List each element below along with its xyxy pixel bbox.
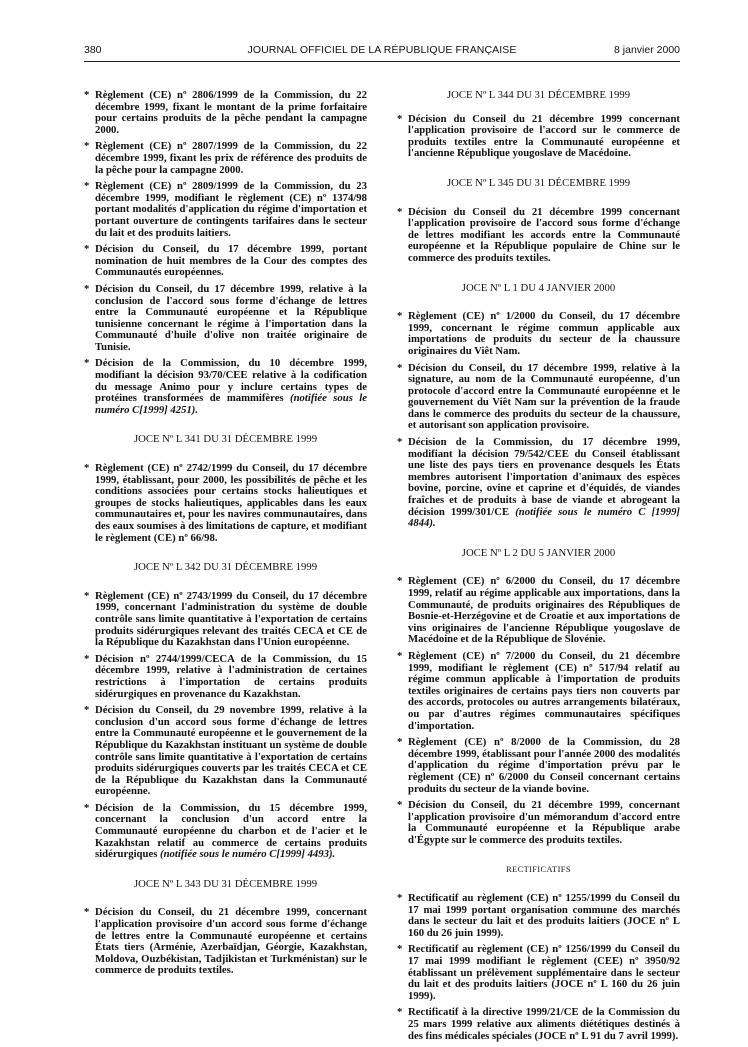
bullet-star: * [397, 436, 403, 449]
entry-text: Décision du Conseil, du 29 novembre 1999, relative à la conclusion d'un accord sous forme d'échange de lettres entre la Communauté européenne et le gouvernement de la République du Kazakhstan instituant un système de double contrôle sans limite quantitative à l'exportation de certains produits sidérurgiques couverts par les traités CECA et CE de la République du Kazakhstan dans la Communauté européenne. [95, 704, 367, 798]
list-item [84, 705, 367, 798]
journal-title: JOURNAL OFFICIEL DE LA RÉPUBLIQUE FRANÇAISE [247, 44, 517, 56]
entry-text: Décision du Conseil du 21 décembre 1999 concernant l'application provisoire de l'accord sur le commerce de produits textiles entre la Communauté européenne et l'ancienne République yougoslave de Macédoine. [408, 112, 680, 160]
entry-text: Rectificatif au règlement (CE) nº 1255/1999 du Conseil du 17 mai 1999 portant organisation commune des marchés dans le secteur du lait et des produits laitiers (JOCE nº L 160 du 26 juin 1999). [408, 892, 680, 939]
notification-note: (notifiée sous le numéro C[1999] 4493). [160, 848, 336, 861]
list-item [397, 437, 680, 530]
page-number: 380 [84, 44, 102, 56]
entry-text [95, 802, 367, 860]
bullet-star: * [84, 801, 90, 814]
header-rule [84, 61, 680, 62]
bullet-star: * [397, 799, 403, 812]
entry-body: Décision de la Commission, du 10 décembre 1999, modifiant la décision 93/70/CEE relative à la codification du message Animo pour y inclure certains types de protéines transformées de mammifères [95, 357, 367, 405]
list-item [397, 737, 680, 795]
entry-body: Décision de la Commission, du 17 décembre 1999, modifiant la décision 79/542/CEE du Conseil établissant une liste des pays tiers en provenance desquels les États membres autorisent l'importation d'animaux des espèces bovine, porcine, ovine et caprine et d'équidés, de viandes fraîches et de produits à base de viande et abrogeant la décision 1999/301/CE [408, 436, 680, 518]
entry-text: Règlement (CE) nº 2806/1999 de la Commission, du 22 décembre 1999, fixant le montant de la prime forfaitaire pour certains produits de la pêche pendant la campagne 2000. [95, 89, 367, 136]
bullet-star: * [397, 361, 403, 374]
list-item [397, 207, 680, 265]
list-item [397, 893, 680, 939]
list-item [397, 576, 680, 646]
entry-text: Rectificatif au règlement (CE) nº 1256/1999 du Conseil du 17 mai 1999 modifiant le règlement (CEE) nº 3950/92 établissant un prélèvement supplémentaire dans le secteur du lait et des produits laitiers (JOCE nº L 160 du 26 juin 1999). [408, 943, 680, 1002]
notification-note: (notifiée sous le numéro C [1999] 4844). [408, 505, 680, 530]
right-column [397, 90, 680, 1047]
list-item [397, 651, 680, 732]
entry-text: Décision du Conseil, du 17 décembre 1999, relative à la conclusion de l'accord sous forme d'échange de lettres entre la Communauté européenne et la République tunisienne concernant le régime à l'importation dans la Communauté d'huile d'olive non traitée originaire de Tunisie. [95, 282, 367, 353]
entry-text: Règlement (CE) nº 7/2000 du Conseil, du 21 décembre 1999, modifiant le règlement (CE) nº 517/94 relatif au régime commun applicable à l'importation de produits textiles originaires de certains pays tiers non couverts par des accords, protocoles ou autres arrangements bilatéraux, ou par d'autres régimes communautaires spécifiques d'importation. [408, 649, 680, 732]
bullet-star: * [84, 462, 90, 475]
bullet-star: * [84, 243, 90, 256]
bullet-star: * [397, 892, 403, 905]
list-item [397, 114, 680, 160]
bullet-star: * [84, 906, 90, 919]
bullet-star: * [397, 112, 403, 125]
bullet-star: * [84, 589, 90, 602]
entry-text: Décision du Conseil, du 21 décembre 1999, concernant l'application provisoire d'un accord sous forme d'échange de lettres entre la Communauté européenne et certains États tiers (Arménie, Azerbaïdjan, Géorgie, Kazakhstan, Moldova, Ouzbékistan, Tadjikistan et Turkménistan) sur le commerce de produits textiles. [95, 906, 367, 977]
entry-text: Décision du Conseil du 21 décembre 1999 concernant l'application provisoire de l'accord sous forme d'échange de lettres modifiant les accords entre la Communauté européenne et la République populaire de Chine sur le commerce des produits textiles. [408, 205, 680, 264]
entry-body: Décision de la Commission, du 15 décembre 1999, concernant la conclusion d'un accord entre la Communauté européenne du charbon et de l'acier et le Kazakhstan relatif au commerce de certains produits sidérurgiques [95, 801, 367, 861]
bullet-star: * [397, 575, 403, 588]
list-item [397, 363, 680, 433]
entry-text: Décision du Conseil, du 21 décembre 1999, concernant l'application provisoire d'un mémorandum d'accord entre la Communauté européenne et la République arabe d'Égypte sur le commerce des produits textiles. [408, 799, 680, 846]
entry-text: Règlement (CE) nº 2809/1999 de la Commission, du 23 décembre 1999, modifiant le règlement (CE) nº 1374/98 portant modalités d'application du régime d'importation et portant ouverture de contingents tarifaires dans le secteur du lait et des produits laitiers. [95, 180, 367, 239]
bullet-star: * [397, 736, 403, 749]
page-header [84, 42, 680, 60]
entry-text: Règlement (CE) nº 6/2000 du Conseil, du 17 décembre 1999, relatif au régime applicable aux importations, dans la Communauté, de produits originaires des Républiques de Bosnie-et-Herzégovine et de Croatie et aux importations de vins originaires de l'ancienne République yougoslave de Macédoine et de la République de Slovénie. [408, 575, 680, 646]
bullet-star: * [397, 1006, 403, 1019]
list-item [84, 654, 367, 700]
entry-text: Règlement (CE) nº 2807/1999 de la Commission, du 22 décembre 1999, fixant les prix de référence des produits de la pêche pour la campagne 2000. [95, 140, 367, 176]
section-heading: JOCE Nº L 344 DU 31 DÉCEMBRE 1999 [446, 89, 631, 101]
list-item [84, 181, 367, 239]
bullet-star: * [397, 649, 403, 662]
bullet-star: * [397, 310, 403, 323]
issue-date: 8 janvier 2000 [614, 44, 680, 56]
list-item [84, 90, 367, 136]
list-item [84, 358, 367, 416]
section-heading: JOCE Nº L 345 DU 31 DÉCEMBRE 1999 [446, 176, 631, 189]
bullet-star: * [84, 704, 90, 717]
entry-text: Décision du Conseil, du 17 décembre 1999, portant nomination de huit membres de la Cour des comptes des Communautés européennes. [95, 243, 367, 279]
list-item [84, 803, 367, 861]
section-heading: JOCE Nº L 341 DU 31 DÉCEMBRE 1999 [133, 433, 318, 446]
section-heading: JOCE Nº L 1 DU 4 JANVIER 2000 [461, 281, 616, 294]
notification-note: (notifiée sous le numéro C[1999] 4251). [95, 392, 368, 416]
bullet-star: * [84, 652, 90, 665]
entry-text: Décision nº 2744/1999/CECA de la Commission, du 15 décembre 1999, relative à l'administration de certaines restrictions à l'importation de certains produits sidérurgiques en provenance du Kazakhstan. [95, 652, 367, 700]
bullet-star: * [397, 205, 403, 218]
section-heading: JOCE Nº L 343 DU 31 DÉCEMBRE 1999 [133, 877, 318, 890]
bullet-star: * [84, 140, 90, 153]
section-heading: JOCE Nº L 2 DU 5 JANVIER 2000 [461, 546, 616, 559]
list-item [84, 141, 367, 176]
list-item [397, 800, 680, 846]
bullet-star: * [84, 357, 90, 370]
entry-text: Règlement (CE) nº 2742/1999 du Conseil, du 17 décembre 1999, établissant, pour 2000, les possibilités de pêche et les conditions associées pour certains stocks halieutiques et groupes de stocks halieutiques, applicables dans les eaux communautaires et, pour les navires communautaires, dans des eaux soumises à des limitations de capture, et modifiant le règlement (CE) nº 66/98. [95, 462, 367, 544]
list-item [84, 244, 367, 279]
list-item [84, 463, 367, 544]
list-item [84, 591, 367, 649]
section-heading: JOCE Nº L 342 DU 31 DÉCEMBRE 1999 [133, 561, 318, 574]
entry-text: Règlement (CE) nº 8/2000 de la Commission, du 28 décembre 1999, établissant pour l'année 2000 des modalités d'application du régime d'importation prévu par le règlement (CE) nº 6/2000 du Conseil concernant certains produits du secteur de la viande bovine. [408, 736, 680, 795]
bullet-star: * [397, 943, 403, 956]
bullet-star: * [84, 180, 90, 193]
list-item [84, 284, 367, 354]
entry-text: Rectificatif à la directive 1999/21/CE de la Commission du 25 mars 1999 relative aux aliments diététiques destinés à des fins médicales spéciales (JOCE nº L 91 du 7 avril 1999). [408, 1006, 680, 1042]
entry-text [95, 357, 367, 415]
entry-text: Règlement (CE) nº 2743/1999 du Conseil, du 17 décembre 1999, concernant l'administration du système de double contrôle sans limite quantitative à l'exportation de certains produits sidérurgiques relevant des traités CECA et CE de la République du Kazakhstan dans l'Union européenne. [95, 589, 367, 649]
list-item [397, 944, 680, 1002]
left-column [84, 90, 367, 982]
list-item [397, 311, 680, 357]
list-item [84, 907, 367, 977]
entry-text [408, 436, 680, 529]
bullet-star: * [84, 89, 90, 101]
bullet-star: * [84, 282, 90, 295]
entry-text: Règlement (CE) nº 1/2000 du Conseil, du 17 décembre 1999, concernant le régime commun applicable aux importations de produits du secteur de la chaussure originaires du Viêt Nam. [408, 310, 680, 357]
list-item [397, 1007, 680, 1042]
entry-text: Décision du Conseil, du 17 décembre 1999, relative à la signature, au nom de la Communauté européenne, d'un protocole d'accord entre la Communauté européenne et le gouvernement du Viêt Nam sur la prévention de la fraude dans le commerce des produits du secteur de la chaussure, et autorisant son application provisoire. [408, 361, 680, 432]
section-heading: RECTIFICATIFS [506, 865, 571, 875]
